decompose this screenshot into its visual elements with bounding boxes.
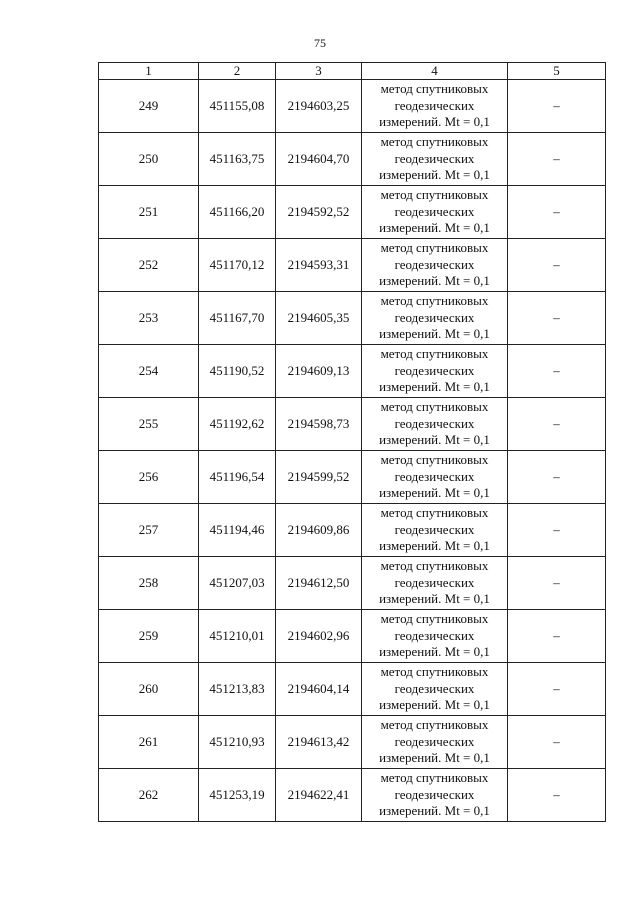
x-coordinate-cell: 451210,01 [199, 610, 276, 663]
method-cell [362, 345, 508, 398]
table-row [99, 610, 606, 663]
method-cell [362, 716, 508, 769]
y-coordinate-cell: 2194613,42 [276, 716, 362, 769]
point-number-cell: 252 [99, 239, 199, 292]
method-line: измерений. Mt = 0,1 [379, 167, 490, 183]
coordinates-table [98, 62, 606, 822]
method-line: геодезических [394, 574, 475, 590]
column-header: 1 [99, 63, 199, 80]
method-line: измерений. Mt = 0,1 [379, 697, 490, 713]
method-line: измерений. Mt = 0,1 [379, 485, 490, 501]
x-coordinate-cell: 451155,08 [199, 80, 276, 133]
point-number-cell: 259 [99, 610, 199, 663]
table-row [99, 133, 606, 186]
point-number-cell: 250 [99, 133, 199, 186]
column-header: 2 [199, 63, 276, 80]
y-coordinate-cell: 2194599,52 [276, 451, 362, 504]
table-row [99, 345, 606, 398]
point-number-cell: 256 [99, 451, 199, 504]
method-line: геодезических [394, 786, 475, 802]
page-number: 75 [314, 36, 326, 50]
method-cell [362, 398, 508, 451]
method-line: геодезических [394, 627, 475, 643]
column-header: 4 [362, 63, 508, 80]
note-cell: – [508, 610, 606, 663]
method-line: геодезических [394, 97, 475, 113]
note-cell: – [508, 133, 606, 186]
method-line: метод спутниковых [380, 505, 489, 521]
note-cell: – [508, 239, 606, 292]
method-line: геодезических [394, 468, 475, 484]
point-number-cell: 257 [99, 504, 199, 557]
method-cell [362, 504, 508, 557]
method-line: измерений. Mt = 0,1 [379, 591, 490, 607]
method-line: измерений. Mt = 0,1 [379, 220, 490, 236]
method-line: метод спутниковых [380, 611, 489, 627]
method-line: геодезических [394, 362, 475, 378]
method-line: измерений. Mt = 0,1 [379, 644, 490, 660]
y-coordinate-cell: 2194604,14 [276, 663, 362, 716]
note-cell: – [508, 345, 606, 398]
method-line: геодезических [394, 203, 475, 219]
x-coordinate-cell: 451210,93 [199, 716, 276, 769]
y-coordinate-cell: 2194593,31 [276, 239, 362, 292]
method-line: метод спутниковых [380, 664, 489, 680]
method-line: геодезических [394, 150, 475, 166]
table-row [99, 451, 606, 504]
point-number-cell: 249 [99, 80, 199, 133]
method-line: измерений. Mt = 0,1 [379, 114, 490, 130]
x-coordinate-cell: 451190,52 [199, 345, 276, 398]
point-number-cell: 253 [99, 292, 199, 345]
method-cell [362, 239, 508, 292]
method-line: метод спутниковых [380, 81, 489, 97]
method-line: геодезических [394, 309, 475, 325]
table-row [99, 398, 606, 451]
method-line: геодезических [394, 680, 475, 696]
y-coordinate-cell: 2194603,25 [276, 80, 362, 133]
column-header: 5 [508, 63, 606, 80]
method-line: метод спутниковых [380, 399, 489, 415]
method-cell [362, 557, 508, 610]
method-line: измерений. Mt = 0,1 [379, 326, 490, 342]
note-cell: – [508, 557, 606, 610]
note-cell: – [508, 292, 606, 345]
table-row [99, 239, 606, 292]
method-line: измерений. Mt = 0,1 [379, 273, 490, 289]
y-coordinate-cell: 2194622,41 [276, 769, 362, 822]
method-line: метод спутниковых [380, 452, 489, 468]
table-row [99, 80, 606, 133]
note-cell: – [508, 504, 606, 557]
x-coordinate-cell: 451192,62 [199, 398, 276, 451]
method-line: метод спутниковых [380, 770, 489, 786]
x-coordinate-cell: 451194,46 [199, 504, 276, 557]
table-row [99, 504, 606, 557]
method-line: метод спутниковых [380, 293, 489, 309]
method-cell [362, 663, 508, 716]
method-line: метод спутниковых [380, 558, 489, 574]
method-cell [362, 451, 508, 504]
table-body [99, 80, 606, 822]
method-line: геодезических [394, 521, 475, 537]
method-cell [362, 292, 508, 345]
x-coordinate-cell: 451167,70 [199, 292, 276, 345]
method-line: метод спутниковых [380, 187, 489, 203]
y-coordinate-cell: 2194605,35 [276, 292, 362, 345]
y-coordinate-cell: 2194602,96 [276, 610, 362, 663]
point-number-cell: 258 [99, 557, 199, 610]
method-line: геодезических [394, 733, 475, 749]
table-row [99, 292, 606, 345]
point-number-cell: 260 [99, 663, 199, 716]
method-cell [362, 186, 508, 239]
note-cell: – [508, 769, 606, 822]
point-number-cell: 251 [99, 186, 199, 239]
x-coordinate-cell: 451207,03 [199, 557, 276, 610]
x-coordinate-cell: 451163,75 [199, 133, 276, 186]
note-cell: – [508, 398, 606, 451]
point-number-cell: 262 [99, 769, 199, 822]
note-cell: – [508, 716, 606, 769]
x-coordinate-cell: 451253,19 [199, 769, 276, 822]
method-line: измерений. Mt = 0,1 [379, 803, 490, 819]
y-coordinate-cell: 2194612,50 [276, 557, 362, 610]
y-coordinate-cell: 2194592,52 [276, 186, 362, 239]
method-line: метод спутниковых [380, 240, 489, 256]
x-coordinate-cell: 451166,20 [199, 186, 276, 239]
method-line: метод спутниковых [380, 346, 489, 362]
table-row [99, 186, 606, 239]
method-line: измерений. Mt = 0,1 [379, 379, 490, 395]
method-cell [362, 610, 508, 663]
note-cell: – [508, 663, 606, 716]
point-number-cell: 254 [99, 345, 199, 398]
point-number-cell: 255 [99, 398, 199, 451]
method-line: геодезических [394, 415, 475, 431]
table-row [99, 716, 606, 769]
y-coordinate-cell: 2194609,86 [276, 504, 362, 557]
method-line: геодезических [394, 256, 475, 272]
method-line: измерений. Mt = 0,1 [379, 432, 490, 448]
method-line: метод спутниковых [380, 134, 489, 150]
method-line: измерений. Mt = 0,1 [379, 538, 490, 554]
table-row [99, 769, 606, 822]
note-cell: – [508, 186, 606, 239]
note-cell: – [508, 451, 606, 504]
x-coordinate-cell: 451213,83 [199, 663, 276, 716]
column-header: 3 [276, 63, 362, 80]
x-coordinate-cell: 451196,54 [199, 451, 276, 504]
x-coordinate-cell: 451170,12 [199, 239, 276, 292]
table-row [99, 557, 606, 610]
point-number-cell: 261 [99, 716, 199, 769]
table-row [99, 663, 606, 716]
method-line: метод спутниковых [380, 717, 489, 733]
method-cell [362, 80, 508, 133]
y-coordinate-cell: 2194604,70 [276, 133, 362, 186]
table-header-row [99, 63, 606, 80]
method-line: измерений. Mt = 0,1 [379, 750, 490, 766]
method-cell [362, 769, 508, 822]
note-cell: – [508, 80, 606, 133]
method-cell [362, 133, 508, 186]
y-coordinate-cell: 2194598,73 [276, 398, 362, 451]
y-coordinate-cell: 2194609,13 [276, 345, 362, 398]
